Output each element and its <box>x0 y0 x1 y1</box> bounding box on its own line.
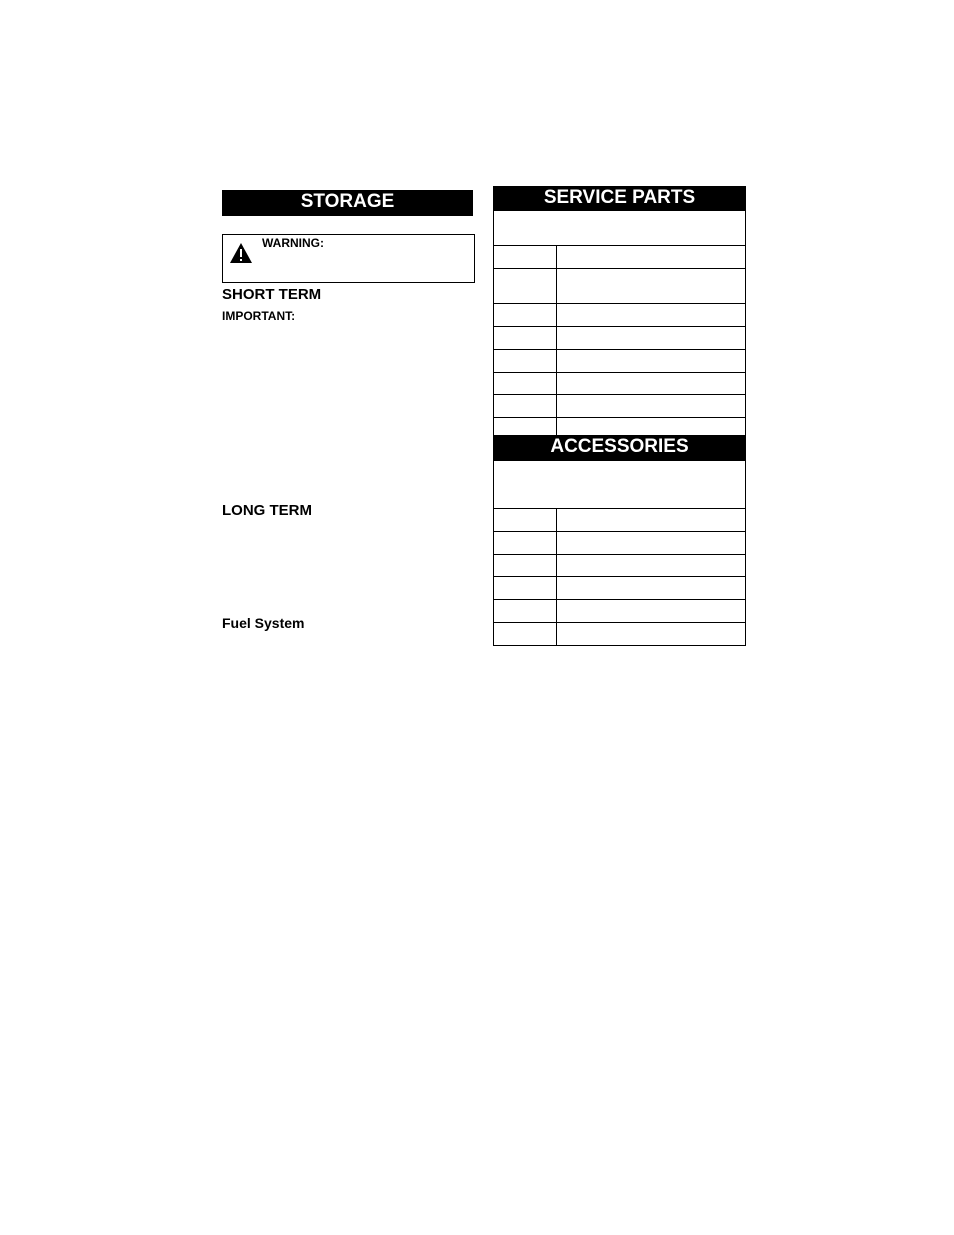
part-description-cell <box>557 600 745 622</box>
part-description-cell <box>557 350 745 372</box>
table-row <box>494 350 745 373</box>
fuel-system-heading: Fuel System <box>222 615 305 631</box>
table-row <box>494 269 745 304</box>
part-description-cell <box>557 269 745 303</box>
accessories-intro <box>494 461 745 509</box>
part-number-cell <box>494 269 557 303</box>
part-description-cell <box>557 246 745 268</box>
part-number-cell <box>494 600 557 622</box>
important-label: IMPORTANT: <box>222 309 296 323</box>
part-number-cell <box>494 577 557 599</box>
part-description-cell <box>557 395 745 417</box>
part-number-cell <box>494 509 557 531</box>
part-number-cell <box>494 532 557 554</box>
accessories-heading: ACCESSORIES <box>493 435 746 461</box>
table-row <box>494 246 745 269</box>
part-number-cell <box>494 555 557 576</box>
short-term-heading: SHORT TERM <box>222 286 322 303</box>
part-number-cell <box>494 373 557 394</box>
table-row <box>494 623 745 645</box>
long-term-heading: LONG TERM <box>222 502 312 519</box>
part-description-cell <box>557 577 745 599</box>
part-number-cell <box>494 304 557 326</box>
part-description-cell <box>557 532 745 554</box>
part-number-cell <box>494 327 557 349</box>
warning-box <box>222 234 475 283</box>
warning-label: WARNING: <box>262 236 324 250</box>
part-number-cell <box>494 623 557 645</box>
table-row <box>494 509 745 532</box>
table-row <box>494 555 745 577</box>
part-description-cell <box>557 509 745 531</box>
part-description-cell <box>557 373 745 394</box>
warning-triangle-icon <box>229 242 253 264</box>
service-parts-intro <box>494 211 745 246</box>
part-number-cell <box>494 395 557 417</box>
part-description-cell <box>557 304 745 326</box>
service-parts-table <box>493 211 746 441</box>
service-parts-heading: SERVICE PARTS <box>493 186 746 211</box>
part-description-cell <box>557 555 745 576</box>
table-row <box>494 577 745 600</box>
accessories-table <box>493 461 746 646</box>
part-number-cell <box>494 350 557 372</box>
table-row <box>494 327 745 350</box>
table-row <box>494 304 745 327</box>
part-number-cell <box>494 246 557 268</box>
table-row <box>494 373 745 395</box>
table-row <box>494 532 745 555</box>
part-description-cell <box>557 327 745 349</box>
table-row <box>494 395 745 418</box>
part-description-cell <box>557 623 745 645</box>
table-row <box>494 600 745 623</box>
storage-heading: STORAGE <box>222 190 473 216</box>
